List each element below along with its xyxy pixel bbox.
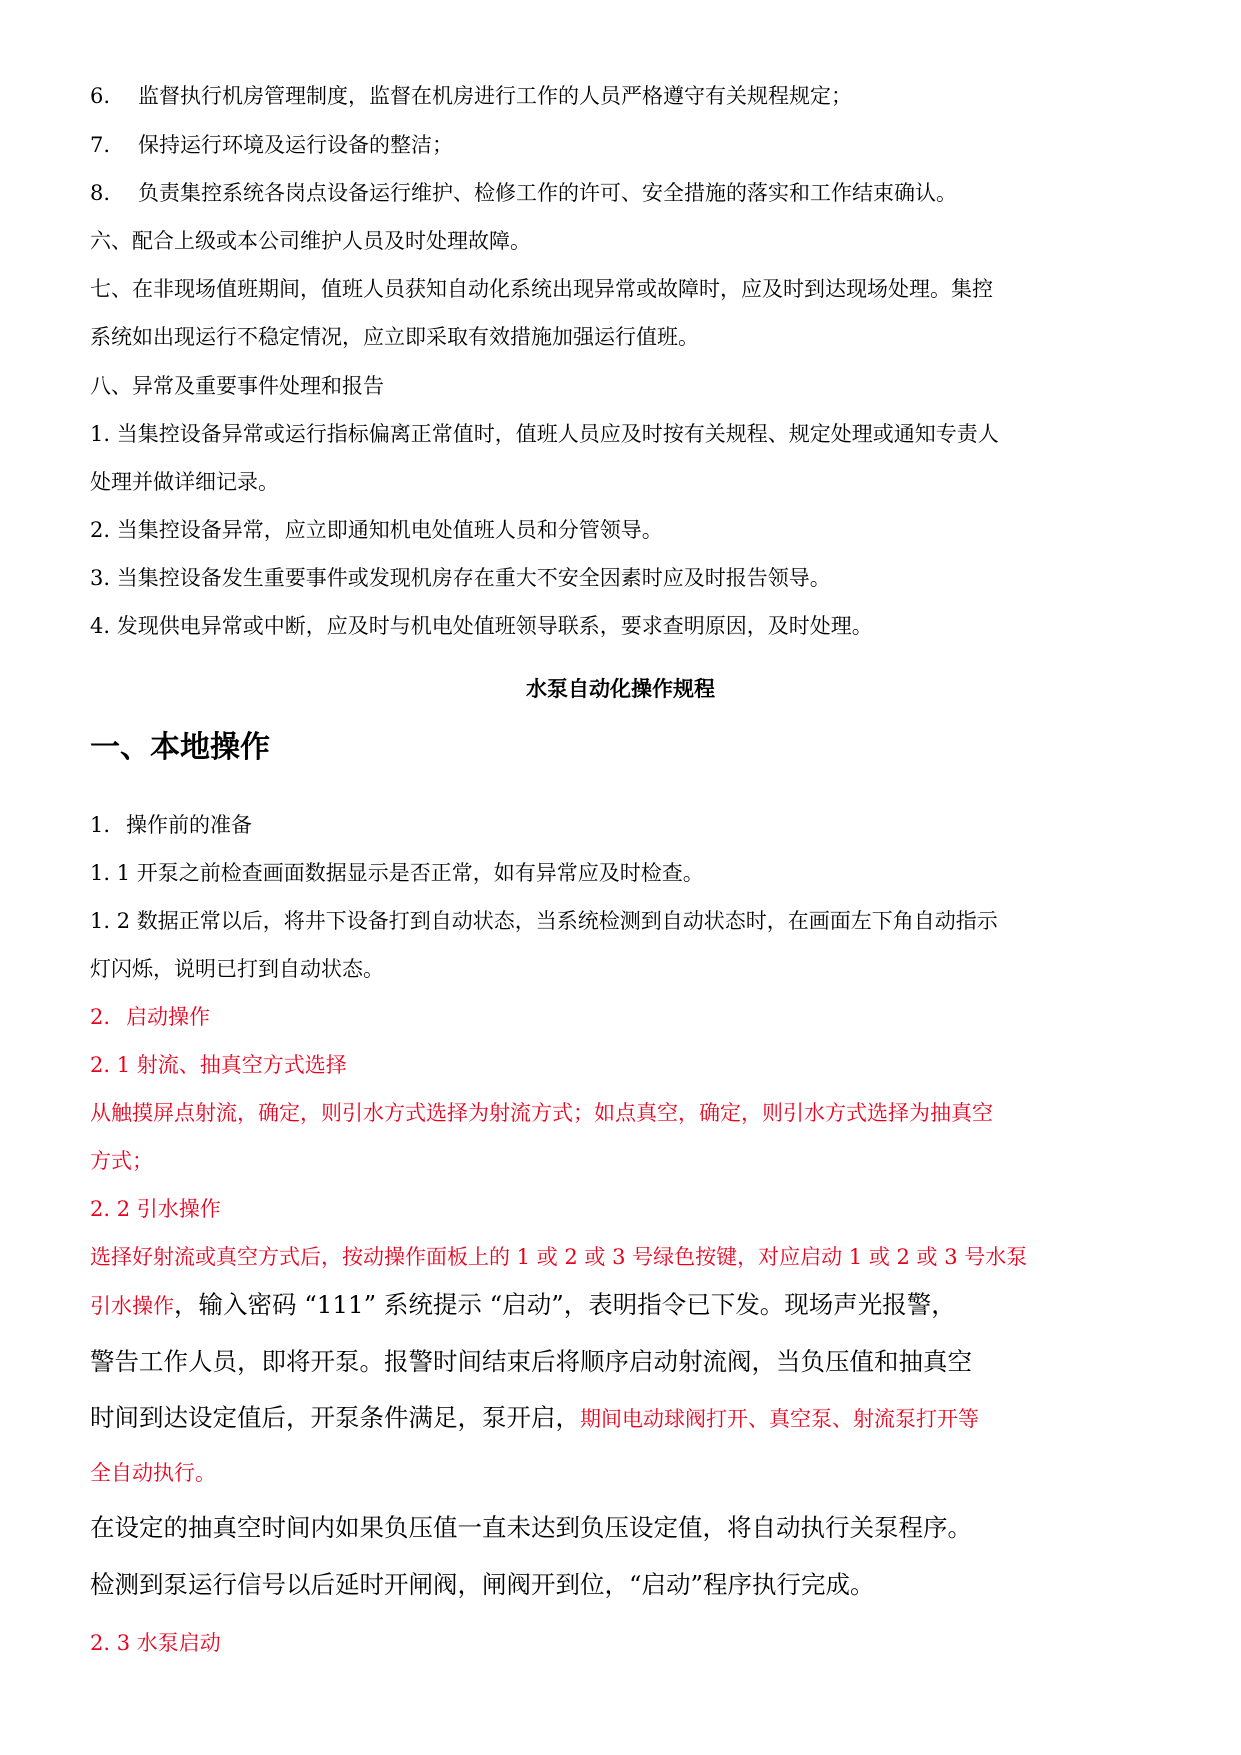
op-1-2-line2: 灯闪烁，说明已打到自动状态。 <box>90 957 384 981</box>
section-7-line2: 系统如出现运行不稳定情况，应立即采取有效措施加强运行值班。 <box>90 325 699 349</box>
item-text: 保持运行环境及运行设备的整洁； <box>138 133 453 157</box>
section-8: 八、异常及重要事件处理和报告 <box>90 374 384 398</box>
op-2-1-line1: 从触摸屏点射流，确定，则引水方式选择为射流方式；如点真空，确定，则引水方式选择为抽真空 <box>90 1101 993 1125</box>
op-2-1: 2. 1 射流、抽真空方式选择 <box>90 1053 347 1077</box>
op-2-2-line4 <box>90 1403 979 1432</box>
op-2-2-line2 <box>90 1290 956 1319</box>
heading-local-operation: 一、本地操作 <box>90 730 270 765</box>
section-6: 六、配合上级或本公司维护人员及时处理故障。 <box>90 229 531 253</box>
item-text: 操作前的准备 <box>126 813 252 837</box>
item-number: 1. <box>90 813 111 837</box>
op-2-2-line1: 选择好射流或真空方式后，按动操作面板上的 1 或 2 或 3 号绿色按键，对应启动 1 或 2 或 3 号水泵 <box>90 1245 1028 1269</box>
para-2: 2. 当集控设备异常，应立即通知机电处值班人员和分管领导。 <box>90 518 663 542</box>
op-2-2-line6: 在设定的抽真空时间内如果负压值一直未达到负压设定值，将自动执行关泵程序。 <box>90 1513 972 1542</box>
op-1 <box>90 815 252 836</box>
red-text: 期间电动球阀打开、真空泵、射流泵打开等 <box>580 1407 979 1431</box>
item-number: 7. <box>90 133 111 157</box>
op-2-2: 2. 2 引水操作 <box>90 1197 221 1221</box>
red-text: 引水操作 <box>90 1294 174 1318</box>
item-number: 8. <box>90 181 111 205</box>
item-number: 2. <box>90 1005 111 1029</box>
black-text: 时间到达设定值后，开泵条件满足，泵开启， <box>90 1403 580 1432</box>
line-item-7 <box>90 135 453 156</box>
op-1-1: 1. 1 开泵之前检查画面数据显示是否正常，如有异常应及时检查。 <box>90 861 704 885</box>
item-text: 启动操作 <box>126 1005 210 1029</box>
op-2-2-line7: 检测到泵运行信号以后延时开闸阀，闸阀开到位，“启动”程序执行完成。 <box>90 1570 875 1599</box>
para-4: 4. 发现供电异常或中断，应及时与机电处值班领导联系，要求查明原因，及时处理。 <box>90 614 873 638</box>
para-3: 3. 当集控设备发生重要事件或发现机房存在重大不安全因素时应及时报告领导。 <box>90 566 831 590</box>
op-2-2-line5: 全自动执行。 <box>90 1461 216 1485</box>
op-2-1-line2: 方式； <box>90 1149 153 1173</box>
op-2-2-line3: 警告工作人员，即将开泵。报警时间结束后将顺序启动射流阀，当负压值和抽真空 <box>90 1347 972 1376</box>
item-number: 6. <box>90 84 111 108</box>
para-1-line1: 1. 当集控设备异常或运行指标偏离正常值时，值班人员应及时按有关规程、规定处理或通知专责人 <box>90 422 999 446</box>
op-2-3: 2. 3 水泵启动 <box>90 1631 221 1655</box>
item-text: 负责集控系统各岗点设备运行维护、检修工作的许可、安全措施的落实和工作结束确认。 <box>138 181 957 205</box>
line-item-8 <box>90 183 957 204</box>
line-item-6 <box>90 86 852 107</box>
item-text: 监督执行机房管理制度，监督在机房进行工作的人员严格遵守有关规程规定； <box>138 84 852 108</box>
op-1-2-line1: 1. 2 数据正常以后，将井下设备打到自动状态，当系统检测到自动状态时，在画面左下角自动指示 <box>90 909 998 933</box>
document-title: 水泵自动化操作规程 <box>526 677 715 701</box>
para-1-line2: 处理并做详细记录。 <box>90 470 279 494</box>
section-7-line1: 七、在非现场值班期间，值班人员获知自动化系统出现异常或故障时，应及时到达现场处理。集控 <box>90 277 993 301</box>
op-2 <box>90 1007 210 1028</box>
black-text: ，输入密码 “111” 系统提示 “启动”，表明指令已下发。现场声光报警， <box>174 1290 956 1319</box>
